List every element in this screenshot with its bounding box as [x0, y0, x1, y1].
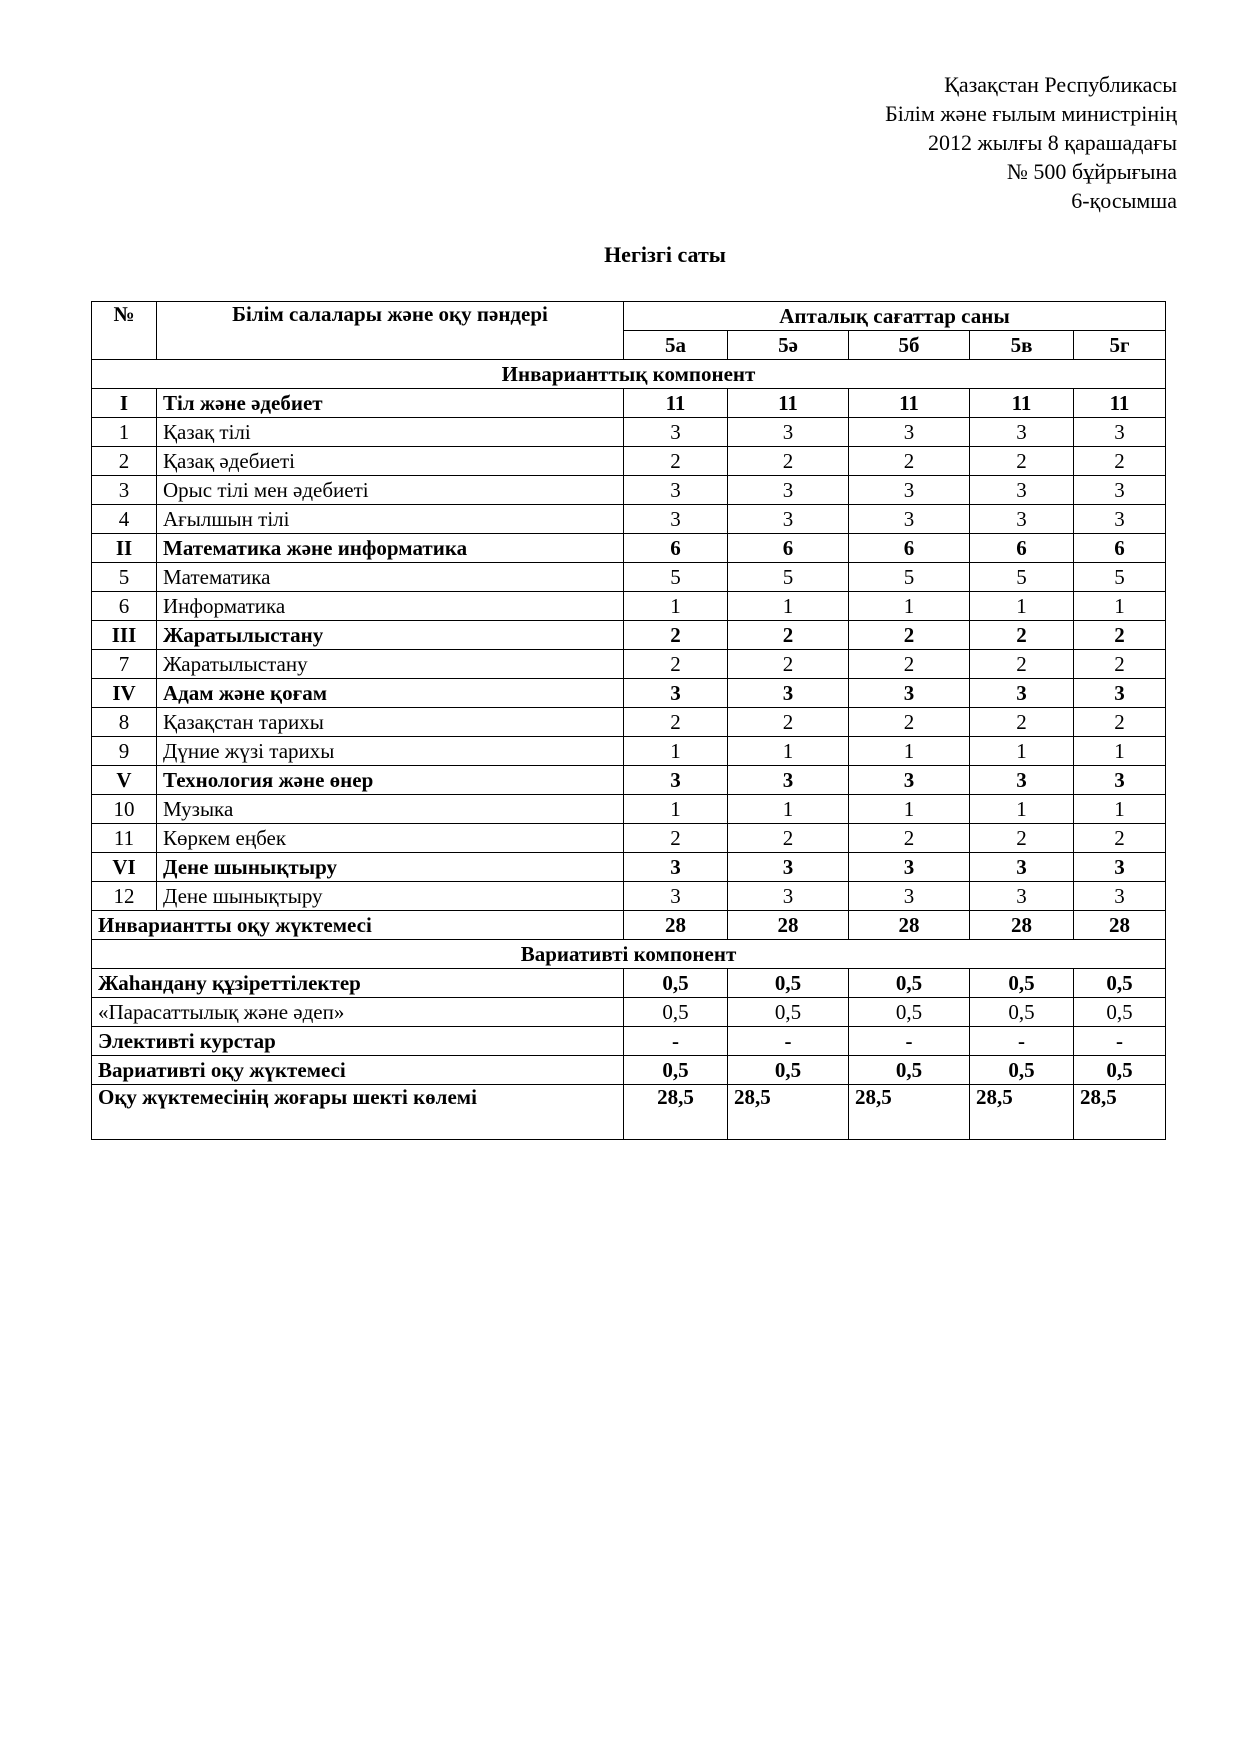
variative-name: Жаһандану құзіреттілектер — [92, 969, 624, 998]
hours-cell: 3 — [849, 679, 970, 708]
hours-cell: 2 — [1074, 621, 1166, 650]
max-load-label: Оқу жүктемесінің жоғары шекті көлемі — [92, 1085, 624, 1140]
subject-row — [92, 476, 1166, 505]
hours-cell: 3 — [728, 476, 849, 505]
variative-name: Вариативті оқу жүктемесі — [92, 1056, 624, 1085]
hours-cell: 28,5 — [624, 1085, 728, 1140]
hours-cell: 1 — [728, 737, 849, 766]
hours-cell: 0,5 — [728, 969, 849, 998]
variative-name: Элективті курстар — [92, 1027, 624, 1056]
hours-cell: 3 — [728, 679, 849, 708]
section-row — [92, 940, 1166, 969]
hours-cell: 3 — [728, 882, 849, 911]
invariant-load-label: Инвариантты оқу жүктемесі — [92, 911, 624, 940]
subject-area-row — [92, 766, 1166, 795]
hours-cell: 2 — [728, 824, 849, 853]
subject-row — [92, 824, 1166, 853]
hours-cell: 3 — [728, 505, 849, 534]
hours-cell: 11 — [970, 389, 1074, 418]
subject-name: Музыка — [157, 795, 624, 824]
hours-cell: 3 — [1074, 476, 1166, 505]
subject-area-row — [92, 853, 1166, 882]
hours-cell: 2 — [624, 447, 728, 476]
hours-cell: 3 — [849, 476, 970, 505]
subject-row — [92, 592, 1166, 621]
header-number: № — [92, 302, 157, 360]
subject-row — [92, 737, 1166, 766]
subject-name: Математика және информатика — [157, 534, 624, 563]
hours-cell: 6 — [624, 534, 728, 563]
hours-cell: 1 — [728, 795, 849, 824]
header-class: 5б — [849, 331, 970, 360]
hours-cell: 0,5 — [728, 1056, 849, 1085]
subject-row — [92, 447, 1166, 476]
hours-cell: - — [1074, 1027, 1166, 1056]
row-number: 10 — [92, 795, 157, 824]
subject-area-row — [92, 621, 1166, 650]
header-subject: Білім салалары және оқу пәндері — [157, 302, 624, 360]
row-number: VI — [92, 853, 157, 882]
hours-cell: 3 — [970, 418, 1074, 447]
hours-cell: 2 — [849, 447, 970, 476]
subject-name: Қазақ әдебиеті — [157, 447, 624, 476]
hours-cell: 0,5 — [624, 998, 728, 1027]
hours-cell: 3 — [624, 882, 728, 911]
hours-cell: 3 — [624, 679, 728, 708]
hours-cell: 2 — [1074, 708, 1166, 737]
header-class: 5в — [970, 331, 1074, 360]
hours-cell: 0,5 — [970, 969, 1074, 998]
hours-cell: 1 — [970, 592, 1074, 621]
hours-cell: - — [728, 1027, 849, 1056]
subject-row — [92, 505, 1166, 534]
hours-cell: 0,5 — [849, 998, 970, 1027]
hours-cell: 2 — [728, 708, 849, 737]
row-number: V — [92, 766, 157, 795]
hours-cell: 6 — [970, 534, 1074, 563]
hours-cell: 28 — [624, 911, 728, 940]
hours-cell: 0,5 — [1074, 1056, 1166, 1085]
hours-cell: 3 — [970, 505, 1074, 534]
variative-component-label: Вариативті компонент — [92, 940, 1166, 969]
hours-cell: 28,5 — [1074, 1085, 1166, 1140]
hours-cell: 5 — [728, 563, 849, 592]
hours-cell: 1 — [849, 592, 970, 621]
hours-cell: 3 — [849, 766, 970, 795]
row-number: III — [92, 621, 157, 650]
row-number: II — [92, 534, 157, 563]
hours-cell: 0,5 — [970, 998, 1074, 1027]
hours-cell: 1 — [624, 592, 728, 621]
subject-row — [92, 882, 1166, 911]
hours-cell: 2 — [970, 708, 1074, 737]
hours-cell: 1 — [849, 795, 970, 824]
hours-cell: 1 — [728, 592, 849, 621]
section-row — [92, 360, 1166, 389]
hours-cell: 2 — [970, 447, 1074, 476]
subject-area-row — [92, 534, 1166, 563]
hours-cell: 3 — [728, 418, 849, 447]
subject-name: Жаратылыстану — [157, 650, 624, 679]
subject-name: Технология және өнер — [157, 766, 624, 795]
subject-name: Ағылшын тілі — [157, 505, 624, 534]
hours-cell: 0,5 — [624, 969, 728, 998]
header-line: Білім және ғылым министрінің — [885, 101, 1177, 126]
hours-cell: 2 — [849, 708, 970, 737]
hours-cell: - — [970, 1027, 1074, 1056]
hours-cell: 3 — [1074, 679, 1166, 708]
header-class: 5ә — [728, 331, 849, 360]
hours-cell: 3 — [970, 476, 1074, 505]
subject-name: Математика — [157, 563, 624, 592]
invariant-component-label: Инварианттық компонент — [92, 360, 1166, 389]
hours-cell: 3 — [849, 505, 970, 534]
hours-cell: 1 — [970, 737, 1074, 766]
header-line: 2012 жылғы 8 қарашадағы — [928, 130, 1177, 155]
hours-cell: 2 — [624, 650, 728, 679]
hours-cell: 0,5 — [1074, 998, 1166, 1027]
hours-cell: 0,5 — [624, 1056, 728, 1085]
hours-cell: 3 — [1074, 505, 1166, 534]
header-line: Қазақстан Республикасы — [944, 72, 1177, 97]
row-number: 8 — [92, 708, 157, 737]
hours-cell: 3 — [970, 882, 1074, 911]
variative-row — [92, 1056, 1166, 1085]
hours-cell: 0,5 — [728, 998, 849, 1027]
hours-cell: 3 — [970, 766, 1074, 795]
hours-cell: 5 — [624, 563, 728, 592]
hours-cell: 2 — [1074, 650, 1166, 679]
hours-cell: 11 — [624, 389, 728, 418]
hours-cell: 3 — [849, 853, 970, 882]
hours-cell: 3 — [1074, 853, 1166, 882]
page-title: Негізгі саты — [604, 242, 726, 267]
row-number: IV — [92, 679, 157, 708]
variative-name: «Парасаттылық және әдеп» — [92, 998, 624, 1027]
row-number: 2 — [92, 447, 157, 476]
hours-cell: 2 — [728, 447, 849, 476]
hours-cell: 3 — [1074, 766, 1166, 795]
hours-cell: 2 — [728, 650, 849, 679]
hours-cell: 2 — [728, 621, 849, 650]
hours-cell: 0,5 — [849, 969, 970, 998]
subject-row — [92, 708, 1166, 737]
subject-name: Адам және қоғам — [157, 679, 624, 708]
row-number: 1 — [92, 418, 157, 447]
header-weekly-hours: Апталық сағаттар саны — [624, 302, 1166, 331]
hours-cell: 1 — [624, 737, 728, 766]
hours-cell: 2 — [849, 824, 970, 853]
subject-row — [92, 563, 1166, 592]
header-class: 5а — [624, 331, 728, 360]
hours-cell: 3 — [624, 505, 728, 534]
hours-cell: 2 — [624, 708, 728, 737]
hours-cell: 1 — [624, 795, 728, 824]
subject-row — [92, 418, 1166, 447]
subject-name: Көркем еңбек — [157, 824, 624, 853]
hours-cell: 28 — [849, 911, 970, 940]
subject-area-row — [92, 679, 1166, 708]
hours-cell: 28,5 — [728, 1085, 849, 1140]
hours-cell: 1 — [1074, 737, 1166, 766]
max-load-row — [92, 1085, 1166, 1140]
hours-cell: 11 — [728, 389, 849, 418]
row-number: 12 — [92, 882, 157, 911]
hours-cell: 0,5 — [849, 1056, 970, 1085]
hours-cell: 2 — [1074, 824, 1166, 853]
variative-row — [92, 998, 1166, 1027]
hours-cell: 2 — [624, 824, 728, 853]
hours-cell: 1 — [1074, 795, 1166, 824]
row-number: 6 — [92, 592, 157, 621]
hours-cell: 3 — [728, 766, 849, 795]
row-number: I — [92, 389, 157, 418]
hours-cell: 0,5 — [970, 1056, 1074, 1085]
row-number: 5 — [92, 563, 157, 592]
subject-area-row — [92, 389, 1166, 418]
hours-cell: 11 — [849, 389, 970, 418]
hours-cell: 5 — [970, 563, 1074, 592]
hours-cell: 3 — [849, 882, 970, 911]
hours-cell: 6 — [1074, 534, 1166, 563]
hours-cell: 3 — [624, 766, 728, 795]
hours-cell: 2 — [624, 621, 728, 650]
subject-name: Дене шынықтыру — [157, 882, 624, 911]
subject-row — [92, 795, 1166, 824]
hours-cell: 2 — [1074, 447, 1166, 476]
hours-cell: 3 — [970, 853, 1074, 882]
hours-cell: - — [849, 1027, 970, 1056]
subject-row — [92, 650, 1166, 679]
table-header-row — [92, 302, 1166, 331]
hours-cell: 3 — [728, 853, 849, 882]
subject-name: Орыс тілі мен әдебиеті — [157, 476, 624, 505]
hours-cell: 6 — [849, 534, 970, 563]
subject-name: Қазақ тілі — [157, 418, 624, 447]
hours-cell: 5 — [1074, 563, 1166, 592]
row-number: 3 — [92, 476, 157, 505]
header-line: 6-қосымша — [1071, 188, 1177, 213]
hours-cell: 28 — [970, 911, 1074, 940]
variative-row — [92, 969, 1166, 998]
hours-cell: 2 — [970, 824, 1074, 853]
hours-cell: 28 — [728, 911, 849, 940]
header-line: № 500 бұйрығына — [1006, 159, 1177, 184]
subject-name: Дене шынықтыру — [157, 853, 624, 882]
curriculum-table — [91, 301, 1166, 1140]
hours-cell: 3 — [970, 679, 1074, 708]
hours-cell: 3 — [1074, 418, 1166, 447]
hours-cell: 1 — [1074, 592, 1166, 621]
variative-row — [92, 1027, 1166, 1056]
hours-cell: - — [624, 1027, 728, 1056]
hours-cell: 28,5 — [970, 1085, 1074, 1140]
subject-name: Қазақстан тарихы — [157, 708, 624, 737]
hours-cell: 3 — [849, 418, 970, 447]
hours-cell: 28 — [1074, 911, 1166, 940]
hours-cell: 11 — [1074, 389, 1166, 418]
subject-name: Дүние жүзі тарихы — [157, 737, 624, 766]
hours-cell: 1 — [970, 795, 1074, 824]
hours-cell: 2 — [849, 621, 970, 650]
document-header — [885, 70, 1177, 215]
header-class: 5г — [1074, 331, 1166, 360]
hours-cell: 6 — [728, 534, 849, 563]
invariant-load-row — [92, 911, 1166, 940]
hours-cell: 5 — [849, 563, 970, 592]
hours-cell: 28,5 — [849, 1085, 970, 1140]
hours-cell: 2 — [849, 650, 970, 679]
hours-cell: 2 — [970, 621, 1074, 650]
hours-cell: 3 — [624, 853, 728, 882]
row-number: 11 — [92, 824, 157, 853]
subject-name: Информатика — [157, 592, 624, 621]
hours-cell: 3 — [1074, 882, 1166, 911]
subject-name: Тіл және әдебиет — [157, 389, 624, 418]
hours-cell: 0,5 — [1074, 969, 1166, 998]
hours-cell: 2 — [970, 650, 1074, 679]
subject-name: Жаратылыстану — [157, 621, 624, 650]
hours-cell: 3 — [624, 418, 728, 447]
row-number: 9 — [92, 737, 157, 766]
row-number: 7 — [92, 650, 157, 679]
hours-cell: 1 — [849, 737, 970, 766]
row-number: 4 — [92, 505, 157, 534]
hours-cell: 3 — [624, 476, 728, 505]
